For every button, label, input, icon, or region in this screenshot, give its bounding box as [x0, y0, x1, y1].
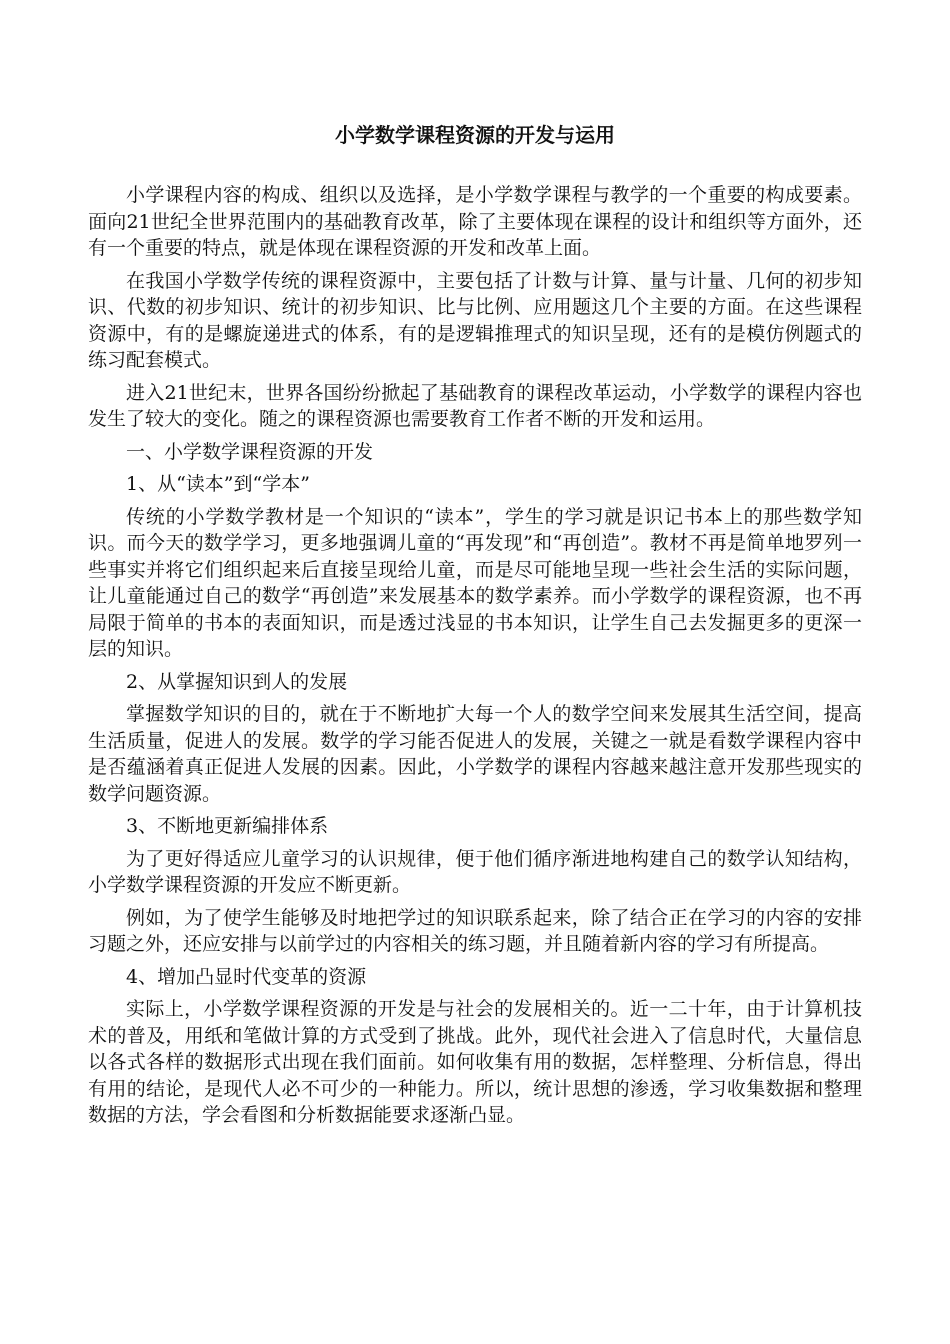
paragraph: 为了更好得适应儿童学习的认识规律，便于他们循序渐进地构建自己的数学认知结构，小学数学课程资源的开发应不断更新。: [88, 847, 862, 896]
subsection-heading: 3、不断地更新编排体系: [126, 815, 329, 837]
paragraph: 传统的小学数学教材是一个知识的“读本”，学生的学习就是识记书本上的那些数学知识。而今天的数学学习，更多地强调儿童的“再发现”和“再创造”。教材不再是简单地罗列一些事实并将它们组织起来后直接呈现给儿童，而是尽可能地呈现一些社会生活的实际问题，让儿童能通过自己的数学“再创造”来发展基本的数学素养。而小学数学的课程资源，也不再局限于简单的书本的表面知识，而是透过浅显的书本知识，让学生自己去发掘更多的更深一层的知识。: [88, 505, 862, 660]
paragraph: 进入21世纪末，世界各国纷纷掀起了基础教育的课程改革运动，小学数学的课程内容也发生了较大的变化。随之的课程资源也需要教育工作者不断的开发和运用。: [88, 381, 862, 430]
subsection-heading: 4、增加凸显时代变革的资源: [126, 965, 367, 988]
paragraph: 在我国小学数学传统的课程资源中，主要包括了计数与计算、量与计量、几何的初步知识、代数的初步知识、统计的初步知识、比与比例、应用题这几个主要的方面。在这些课程资源中，有的是螺旋递进式的体系，有的是逻辑推理式的知识呈现，还有的是模仿例题式的练习配套模式。: [88, 269, 862, 371]
subsection-heading: 1、从“读本”到“学本”: [126, 473, 310, 495]
subsection-heading: 2、从掌握知识到人的发展: [126, 670, 348, 693]
document-page: [88, 118, 862, 1135]
paragraph: 实际上，小学数学课程资源的开发是与社会的发展相关的。近一二十年，由于计算机技术的普及，用纸和笔做计算的方式受到了挑战。此外，现代社会进入了信息时代，大量信息以各式各样的数据形式出现在我们面前。如何收集有用的数据，怎样整理、分析信息，得出有用的结论，是现代人必不可少的一种能力。所以，统计思想的渗透，学习收集数据和整理数据的方法，学会看图和分析数据能要求逐渐凸显。: [88, 998, 862, 1126]
paragraph: 小学课程内容的构成、组织以及选择，是小学数学课程与教学的一个重要的构成要素。面向21世纪全世界范围内的基础教育改革，除了主要体现在课程的设计和组织等方面外，还有一个重要的特点，就是体现在课程资源的开发和改革上面。: [88, 184, 862, 259]
document-title: 小学数学课程资源的开发与运用: [335, 123, 615, 147]
paragraph: 掌握数学知识的目的，就在于不断地扩大每一个人的数学空间来发展其生活空间，提高生活质量，促进人的发展。数学的学习能否促进人的发展，关键之一就是看数学课程内容中是否蕴涵着真正促进人发展的因素。因此，小学数学的课程内容越来越注意开发那些现实的数学问题资源。: [88, 703, 862, 805]
section-heading: 一、小学数学课程资源的开发: [126, 440, 374, 463]
paragraph: 例如，为了使学生能够及时地把学过的知识联系起来，除了结合正在学习的内容的安排习题之外，还应安排与以前学过的内容相关的练习题，并且随着新内容的学习有所提高。: [88, 906, 862, 955]
